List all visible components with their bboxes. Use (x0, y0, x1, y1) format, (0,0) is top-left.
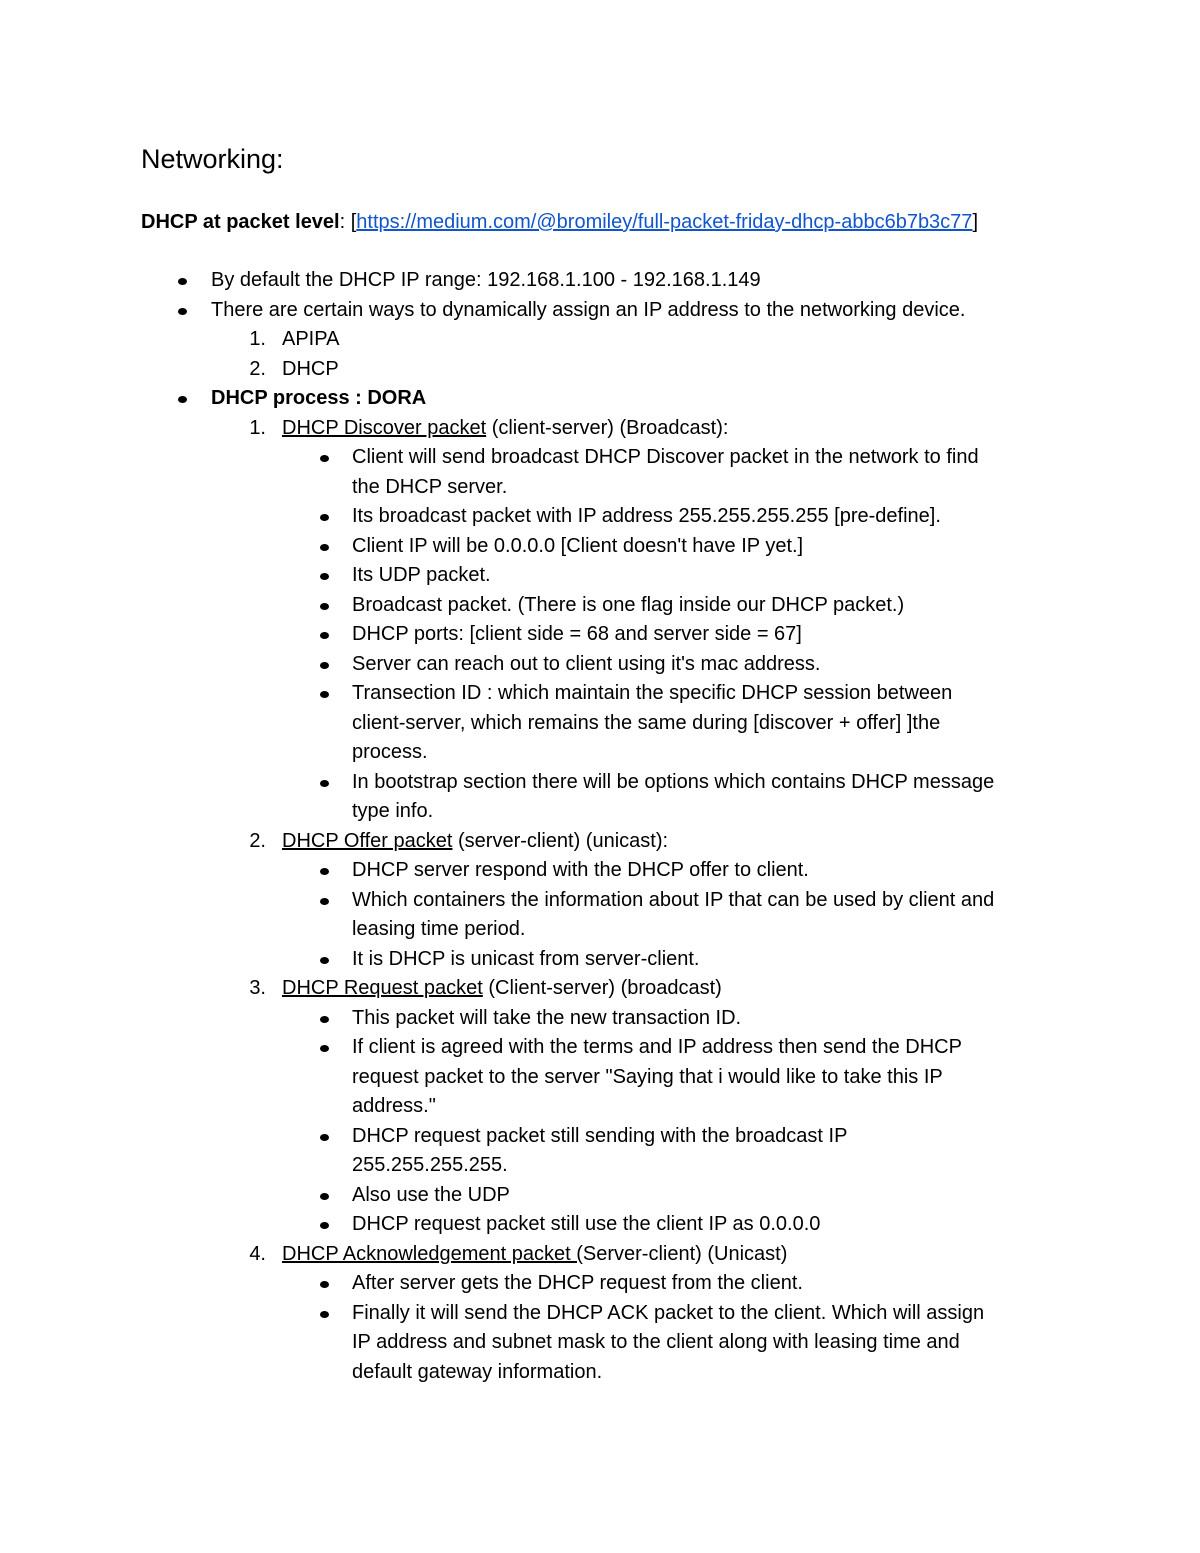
list-item: type info. (352, 800, 434, 822)
list-item: Broadcast packet. (There is one flag inside our DHCP packet.) (352, 593, 905, 616)
step-name: DHCP Request packet (282, 977, 483, 999)
list-item: process. (352, 741, 428, 763)
bullet-dot (320, 1016, 329, 1023)
bullet-dot (320, 1193, 329, 1200)
list-number: 2. (249, 357, 266, 380)
step-heading (282, 827, 668, 857)
list-item: Its UDP packet. (352, 564, 491, 586)
reference-close: ] (972, 211, 978, 233)
list-item: Which containers the information about IP that can be used by client and (352, 888, 995, 911)
list-number: 1. (249, 416, 266, 439)
list-item: DHCP (282, 357, 339, 380)
list-item: default gateway information. (352, 1360, 603, 1383)
bullet-dot (320, 1222, 329, 1229)
list-item: DHCP ports: [client side = 68 and server side = 67] (352, 623, 802, 645)
list-item: leasing time period. (352, 918, 526, 940)
step-heading (282, 1240, 787, 1270)
list-item: Finally it will send the DHCP ACK packet to the client. Which will assign (352, 1301, 985, 1324)
section-heading: DHCP process : DORA (211, 387, 427, 409)
list-item: Transection ID : which maintain the specific DHCP session between (352, 682, 953, 704)
reference-link[interactable]: https://medium.com/@bromiley/full-packet-friday-dhcp-abbc6b7b3c77 (356, 211, 973, 233)
list-item: request packet to the server "Saying that i would like to take this IP (352, 1065, 943, 1088)
list-number: 3. (249, 977, 266, 999)
bullet-dot (320, 898, 329, 905)
page-title: Networking: (141, 144, 284, 174)
bullet-dot (178, 396, 187, 403)
bullet-dot (320, 1311, 329, 1318)
list-item: Client will send broadcast DHCP Discover packet in the network to find (352, 446, 979, 468)
reference-line (141, 208, 978, 238)
reference-separator: : [ (339, 211, 357, 233)
list-item: In bootstrap section there will be options which contains DHCP message (352, 770, 995, 793)
bullet-dot (320, 868, 329, 875)
bullet-dot (320, 780, 329, 787)
bullet-dot (320, 1045, 329, 1052)
bullet-dot (320, 957, 329, 964)
step-heading (282, 974, 722, 1004)
bullet-dot (320, 573, 329, 580)
bullet-dot (178, 278, 187, 285)
list-item: This packet will take the new transaction ID. (352, 1006, 742, 1029)
list-item: By default the DHCP IP range: 192.168.1.100 - 192.168.1.149 (211, 269, 761, 291)
list-item: After server gets the DHCP request from the client. (352, 1272, 803, 1294)
list-item: the DHCP server. (352, 475, 508, 498)
list-item: Server can reach out to client using it's mac address. (352, 652, 821, 675)
bullet-dot (320, 455, 329, 462)
bullet-dot (320, 544, 329, 551)
bullet-dot (320, 1134, 329, 1141)
list-item: IP address and subnet mask to the client along with leasing time and (352, 1331, 960, 1353)
step-detail: (server-client) (unicast): (452, 829, 669, 852)
bullet-dot (320, 632, 329, 639)
list-item: APIPA (282, 328, 340, 350)
list-item: DHCP request packet still sending with the broadcast IP (352, 1124, 848, 1147)
reference-label: DHCP at packet level (141, 211, 340, 233)
bullet-dot (320, 603, 329, 610)
list-item: DHCP request packet still use the client IP as 0.0.0.0 (352, 1213, 821, 1235)
list-number: 1. (249, 328, 266, 350)
list-item: client-server, which remains the same during [discover + offer] ]the (352, 711, 941, 734)
list-item: address." (352, 1095, 436, 1117)
step-name: DHCP Discover packet (282, 416, 487, 439)
bullet-dot (320, 662, 329, 669)
list-number: 2. (249, 829, 266, 852)
bullet-dot (178, 308, 187, 315)
list-item: It is DHCP is unicast from server-client. (352, 947, 700, 970)
bullet-dot (320, 514, 329, 521)
step-detail: (Client-server) (broadcast) (482, 977, 722, 999)
step-name: DHCP Offer packet (282, 829, 453, 852)
list-item: There are certain ways to dynamically assign an IP address to the networking device. (211, 298, 966, 321)
list-item: Also use the UDP (352, 1183, 510, 1206)
step-heading (282, 414, 728, 444)
bullet-dot (320, 1281, 329, 1288)
list-item: 255.255.255.255. (352, 1154, 508, 1176)
step-detail: Server-client) (Unicast) (582, 1242, 788, 1265)
bullet-dot (320, 691, 329, 698)
step-name: DHCP Acknowledgement packet ( (282, 1242, 583, 1265)
list-number: 4. (249, 1242, 266, 1265)
list-item: Client IP will be 0.0.0.0 [Client doesn't have IP yet.] (352, 534, 804, 557)
step-detail: (client-server) (Broadcast): (486, 416, 729, 439)
list-item: If client is agreed with the terms and IP address then send the DHCP (352, 1036, 962, 1058)
list-item: DHCP server respond with the DHCP offer to client. (352, 859, 809, 881)
list-item: Its broadcast packet with IP address 255.255.255.255 [pre-define]. (352, 505, 941, 527)
